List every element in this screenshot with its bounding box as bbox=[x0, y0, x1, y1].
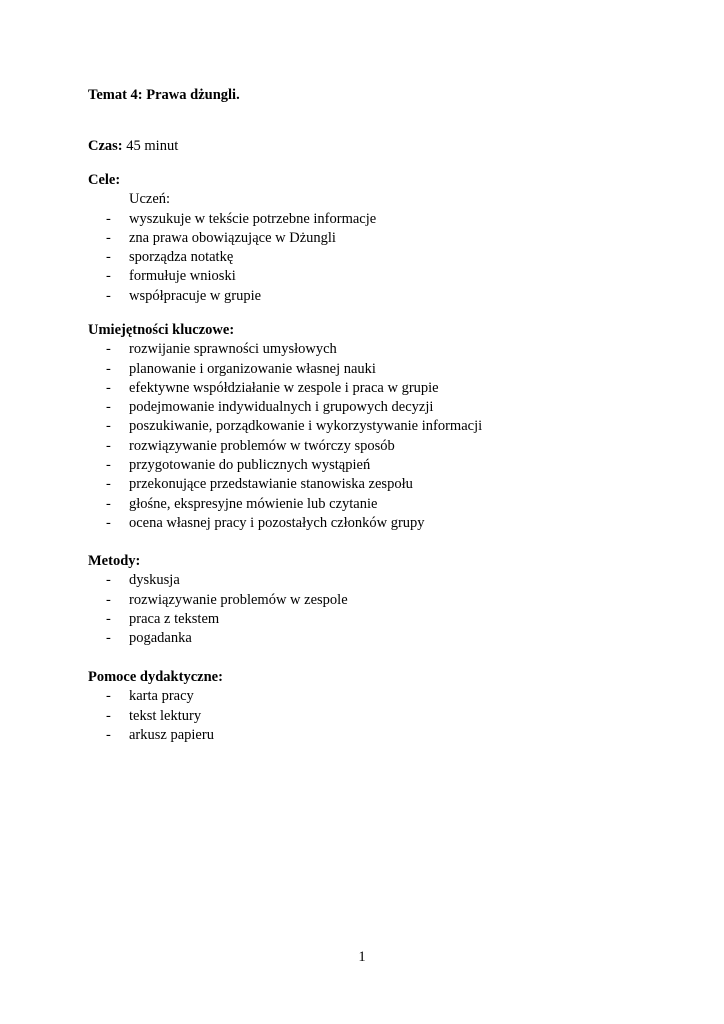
bullet-dash: - bbox=[106, 476, 111, 493]
bullet-dash: - bbox=[106, 287, 111, 304]
list-item-text: formułuje wnioski bbox=[129, 268, 236, 285]
list-item bbox=[88, 495, 482, 514]
bullet-dash: - bbox=[106, 437, 111, 454]
bullet-dash: - bbox=[106, 572, 111, 589]
list-item-text: praca z tekstem bbox=[129, 610, 220, 627]
list-item bbox=[88, 456, 482, 475]
goals-list bbox=[88, 210, 376, 306]
bullet-dash: - bbox=[106, 726, 111, 743]
list-item bbox=[88, 610, 348, 629]
list-item-text: rozwijanie sprawności umysłowych bbox=[129, 341, 337, 358]
section-methods bbox=[88, 552, 348, 648]
bullet-dash: - bbox=[106, 630, 111, 647]
section-heading: Metody: bbox=[88, 553, 141, 569]
bullet-dash: - bbox=[106, 360, 111, 377]
page-number: 1 bbox=[358, 949, 366, 965]
list-item bbox=[88, 379, 482, 398]
list-item-text: sporządza notatkę bbox=[129, 249, 234, 266]
list-item-text: głośne, ekspresyjne mówienie lub czytanie bbox=[129, 495, 378, 512]
list-item-text: planowanie i organizowanie własnej nauki bbox=[129, 360, 376, 377]
list-item-text: arkusz papieru bbox=[129, 726, 214, 743]
list-item bbox=[88, 417, 482, 436]
teaching-aids-list bbox=[88, 687, 223, 745]
list-item-text: poszukiwanie, porządkowanie i wykorzystywanie informacji bbox=[129, 418, 483, 435]
section-heading: Pomoce dydaktyczne: bbox=[88, 669, 223, 685]
bullet-dash: - bbox=[106, 457, 111, 474]
list-item-text: przygotowanie do publicznych wystąpień bbox=[129, 457, 371, 474]
bullet-dash: - bbox=[106, 688, 111, 705]
bullet-dash: - bbox=[106, 229, 111, 246]
bullet-dash: - bbox=[106, 379, 111, 396]
bullet-dash: - bbox=[106, 268, 111, 285]
list-item bbox=[88, 571, 348, 590]
key-skills-list bbox=[88, 340, 482, 533]
list-item bbox=[88, 229, 376, 248]
bullet-dash: - bbox=[106, 399, 111, 416]
list-item bbox=[88, 514, 482, 533]
list-item-text: efektywne współdziałanie w zespole i praca w grupie bbox=[129, 379, 439, 396]
list-item bbox=[88, 591, 348, 610]
list-item bbox=[88, 687, 223, 706]
list-item bbox=[88, 629, 348, 648]
bullet-dash: - bbox=[106, 707, 111, 724]
section-goals bbox=[88, 171, 376, 306]
list-item bbox=[88, 267, 376, 286]
section-heading: Cele: bbox=[88, 172, 121, 188]
bullet-dash: - bbox=[106, 591, 111, 608]
list-item bbox=[88, 707, 223, 726]
list-item-text: rozwiązywanie problemów w zespole bbox=[129, 591, 348, 608]
list-item-text: współpracuje w grupie bbox=[129, 287, 262, 304]
list-item bbox=[88, 475, 482, 494]
list-item-text: wyszukuje w tekście potrzebne informacje bbox=[129, 210, 377, 227]
list-item-text: karta pracy bbox=[129, 688, 194, 705]
lesson-duration bbox=[88, 137, 178, 156]
bullet-dash: - bbox=[106, 514, 111, 531]
list-item-text: przekonujące przedstawianie stanowiska zespołu bbox=[129, 476, 413, 493]
list-item-text: rozwiązywanie problemów w twórczy sposób bbox=[129, 437, 395, 454]
goals-intro: Uczeń: bbox=[129, 191, 171, 208]
list-item bbox=[88, 398, 482, 417]
list-item bbox=[88, 726, 223, 745]
bullet-dash: - bbox=[106, 495, 111, 512]
list-item bbox=[88, 340, 482, 359]
duration-label: Czas: bbox=[88, 138, 123, 154]
section-heading: Umiejętności kluczowe: bbox=[88, 322, 235, 338]
bullet-dash: - bbox=[106, 610, 111, 627]
bullet-dash: - bbox=[106, 249, 111, 266]
duration-value: 45 minut bbox=[122, 138, 179, 154]
list-item-text: pogadanka bbox=[129, 630, 192, 647]
bullet-dash: - bbox=[106, 418, 111, 435]
list-item-text: dyskusja bbox=[129, 572, 180, 589]
list-item-text: zna prawa obowiązujące w Dżungli bbox=[129, 229, 336, 246]
list-item-text: tekst lektury bbox=[129, 707, 202, 724]
section-teaching-aids bbox=[88, 668, 223, 745]
section-key-skills bbox=[88, 321, 482, 533]
bullet-dash: - bbox=[106, 341, 111, 358]
list-item bbox=[88, 248, 376, 267]
list-item bbox=[88, 210, 376, 229]
list-item bbox=[88, 287, 376, 306]
list-item-text: ocena własnej pracy i pozostałych członków grupy bbox=[129, 514, 425, 531]
list-item-text: podejmowanie indywidualnych i grupowych decyzji bbox=[129, 399, 434, 416]
methods-list bbox=[88, 571, 348, 648]
bullet-dash: - bbox=[106, 210, 111, 227]
lesson-title: Temat 4: Prawa dżungli. bbox=[88, 87, 240, 103]
list-item bbox=[88, 360, 482, 379]
list-item bbox=[88, 437, 482, 456]
